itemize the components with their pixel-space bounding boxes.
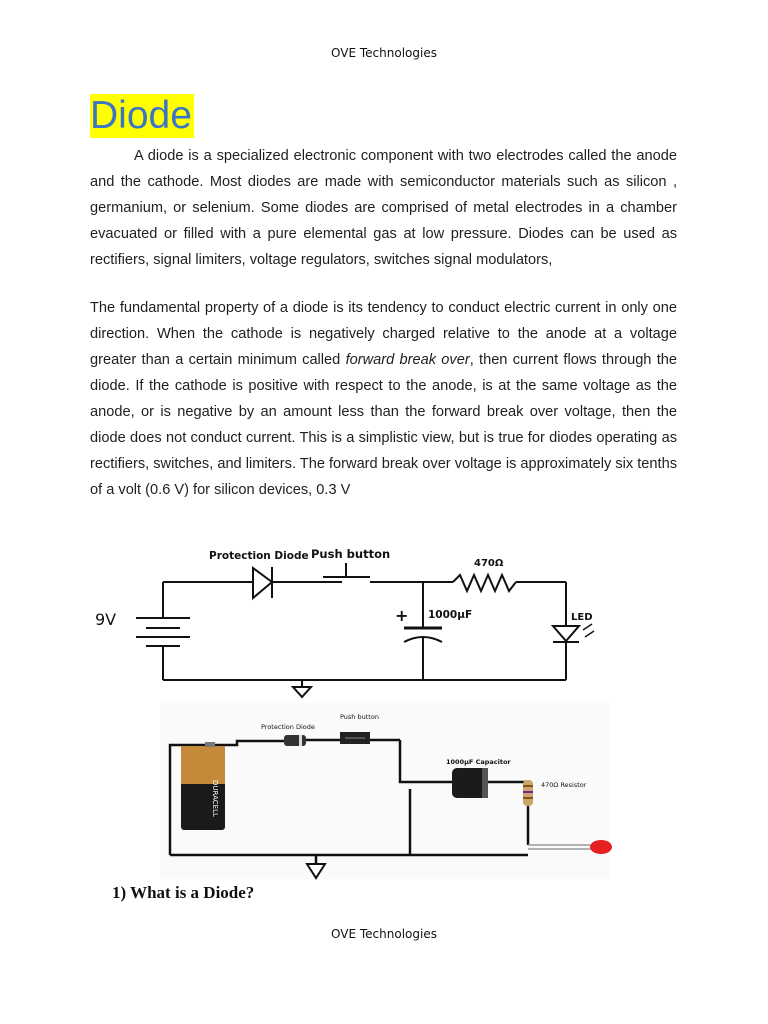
photo-label-protection-diode: Protection Diode [261,723,315,731]
schematic-label-push-button: Push button [311,547,391,561]
photo-led [590,840,612,854]
schematic-resistor-symbol [453,575,516,591]
photo-resistor-band [523,785,533,787]
photo-battery [181,742,225,830]
photo-resistor-band [523,797,533,799]
paragraph-intro: A diode is a specialized electronic component with two electrodes called the anode and the cathode. Most diodes are made with semiconductor materials such as silicon , germanium, or selenium. Some diodes are comprised of metal electrodes in a chamber evacuated or filled with a pure elemental gas at low pressure. Diodes can be used as rectifiers, signal limiters, voltage regulators, switches signal modulators, [90,148,677,268]
photo-battery-brand: DURACELL [211,780,219,817]
schematic-diode-symbol [253,568,272,598]
photo-diode-band [299,735,302,746]
schematic-ground-icon [293,687,311,697]
page-title: Diode [90,94,192,137]
paragraph-property-part1: The fundamental property of a diode is its tendency to conduct electric current in only one direction. When the cathode is negatively charged relative to the anode at a voltage greater than a certain minimum called [90,300,677,368]
term-forward-break-over: forward break over [345,352,470,368]
page-header: OVE Technologies [331,46,437,60]
schematic-label-led: LED [571,612,593,623]
photo-diode [284,735,306,746]
schematic-led-ray [583,624,592,630]
schematic-diagram [136,563,594,697]
question-heading: 1) What is a Diode? [112,883,255,902]
photo-resistor-band [523,791,533,793]
schematic-labels [95,547,593,629]
page-footer: OVE Technologies [331,927,437,941]
schematic-label-protection-diode: Protection Diode [209,550,309,562]
schematic-label-voltage: 9V [95,610,117,629]
photo-label-resistor: 470Ω Resistor [541,781,587,789]
schematic-led-ray [585,631,594,637]
paragraph-property-part2: , then current flows through the diode. If the cathode is positive with respect to the anode, is at the same voltage as the anode, or is negative by an amount less than the forward break over voltage, then the diode does not conduct current. This is a simplistic view, but is true for diodes operating as rectifiers, switches, and limiters. The forward break over voltage is approximately six tenths of a volt (0.6 V) for silicon devices, 0.3 V [90,352,677,498]
schematic-label-resistor: 470Ω [474,558,504,569]
photo-label-push-button: Push button [340,713,379,721]
photo-capacitor-stripe [482,768,488,798]
schematic-led-symbol [553,626,579,641]
schematic-label-capacitor: 1000µF [428,609,473,621]
photo-background [160,703,610,879]
photo-label-capacitor: 1000µF Capacitor [446,758,511,766]
schematic-label-plus: + [395,606,409,625]
photo-diagram [160,703,612,879]
